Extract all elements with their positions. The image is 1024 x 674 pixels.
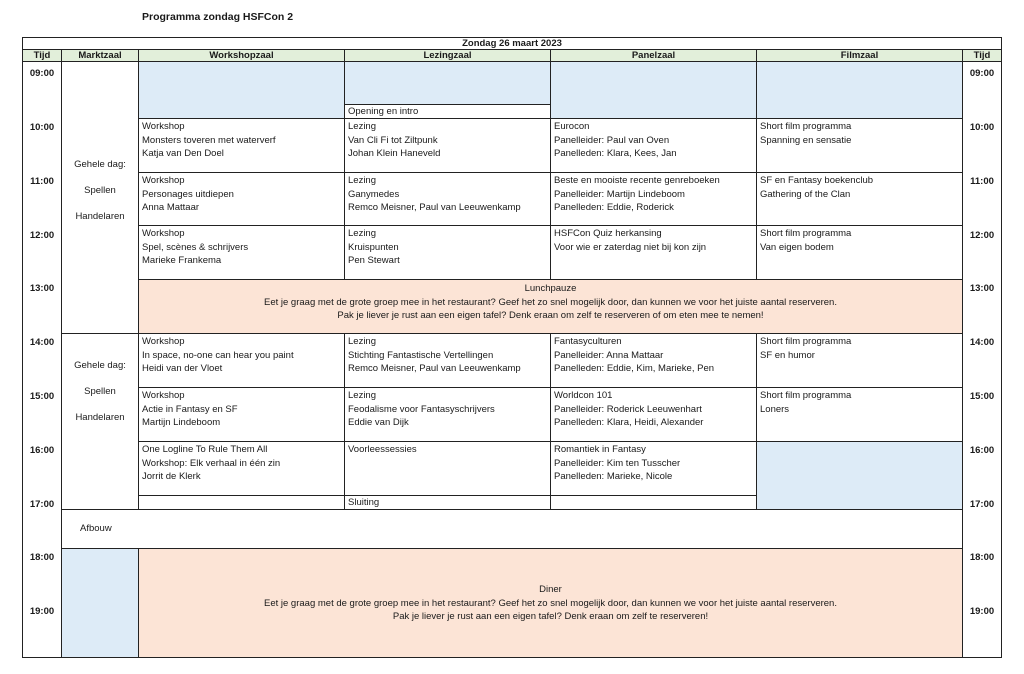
time-label: 13:00 [969,283,995,294]
session-workshop-1200 [138,225,345,280]
time-label: 19:00 [969,606,995,617]
session-film-1500 [756,387,963,442]
markt-text: Gehele dag: [74,159,126,170]
session-text: Short film programma [760,390,852,401]
time-label: 15:00 [29,391,55,402]
session-text: HSFCon Quiz herkansing [554,228,662,239]
session-text: Workshop: Elk verhaal in één zin [142,457,281,469]
time-label: 09:00 [29,68,55,79]
session-text: Lezing [348,336,376,347]
lezing-empty-0900 [344,61,551,105]
session-text: Feodalisme voor Fantasyschrijvers [348,403,495,415]
col-header-workshopzaal: Workshopzaal [138,49,345,62]
session-workshop-1000 [138,118,345,173]
session-text: Remco Meisner, Paul van Leeuwenkamp [348,363,521,374]
session-workshop-1600 [138,441,345,496]
session-text: Lezing [348,228,376,239]
time-label: 12:00 [29,230,55,241]
session-lezing-1100 [344,172,551,226]
time-label: 16:00 [969,445,995,456]
col-header-tijd: Tijd [22,49,62,62]
markt-text: Spellen [84,386,116,397]
time-label: 14:00 [969,337,995,348]
session-film-1000 [756,118,963,173]
session-text: SF en humor [760,349,815,361]
session-film-1400 [756,333,963,388]
session-panel-1000 [550,118,757,173]
session-text: Personages uitdiepen [142,188,234,200]
session-lezing-1200 [344,225,551,280]
panel-empty-1700 [550,495,757,510]
session-text: Panelleider: Kim ten Tusscher [554,457,681,469]
document-title: Programma zondag HSFCon 2 [142,11,294,23]
session-panel-1600 [550,441,757,496]
session-text: Voorleessessies [348,444,417,455]
session-text: Panelleden: Eddie, Roderick [554,202,674,213]
session-workshop-1400 [138,333,345,388]
film-empty-0900 [756,61,963,119]
time-label: 17:00 [969,499,995,510]
col-header-marktzaal: Marktzaal [61,49,139,62]
workshop-empty-0900 [138,61,345,119]
session-text: Martijn Lindeboom [142,417,221,428]
time-label: 19:00 [29,606,55,617]
time-label: 18:00 [969,552,995,563]
session-text: Actie in Fantasy en SF [142,403,238,415]
col-header-tijd-right: Tijd [962,49,1002,62]
session-lezing-1600 [344,441,551,496]
session-text: Eurocon [554,121,590,132]
dinner-break [138,548,963,658]
workshop-empty-1700 [138,495,345,510]
afbouw-row [61,509,963,549]
session-text: Johan Klein Haneveld [348,148,441,159]
session-text: Romantiek in Fantasy [554,444,646,455]
session-text: Lezing [348,390,376,401]
panel-empty-0900 [550,61,757,119]
session-film-1200 [756,225,963,280]
col-header-lezingzaal: Lezingzaal [344,49,551,62]
session-text: Workshop [142,390,185,401]
session-text: Pen Stewart [348,255,400,266]
session-text: Stichting Fantastische Vertellingen [348,349,494,361]
session-text: Workshop [142,336,185,347]
session-text: Kruispunten [348,241,399,253]
session-text: Van Cli Fi tot Ziltpunk [348,134,438,146]
session-text: Spel, scènes & schrijvers [142,241,249,253]
marktzaal-evening-slot [61,548,139,658]
lunch-text: Pak je liever je rust aan een eigen tafel? Denk eraan om zelf te reserveren of om eten mee te nemen! [337,310,764,321]
session-text: Eddie van Dijk [348,417,409,428]
session-text: Anna Mattaar [142,202,200,213]
session-text: Spanning en sensatie [760,134,852,146]
lunch-text: Eet je graag met de grote groep mee in het restaurant? Geef het zo snel mogelijk door, dan kunnen we voor het juiste aantal reserveren. [264,296,837,308]
session-text: Opening en intro [348,106,419,117]
session-text: Panelleider: Paul van Oven [554,134,670,146]
time-label: 11:00 [30,176,54,187]
time-label: 13:00 [29,283,55,294]
time-label: 15:00 [969,391,995,402]
session-text: Panelleider: Roderick Leeuwenhart [554,403,702,415]
time-label: 16:00 [29,445,55,456]
session-text: Loners [760,403,790,415]
time-label: 12:00 [969,230,995,241]
session-text: Jorrit de Klerk [142,471,201,482]
session-text: In space, no-one can hear you paint [142,349,294,361]
marktzaal-block-afternoon [61,333,139,510]
session-text: Panelleden: Klara, Kees, Jan [554,148,677,159]
session-text: Remco Meisner, Paul van Leeuwenkamp [348,202,521,213]
session-text: Short film programma [760,228,852,239]
marktzaal-block-morning [61,61,139,334]
dinner-text: Pak je liever je rust aan een eigen tafel? Denk eraan om zelf te reserveren! [392,611,709,622]
session-text: Monsters toveren met waterverf [142,134,276,146]
markt-text: Gehele dag: [74,360,126,371]
session-text: Van eigen bodem [760,241,834,253]
time-label: 17:00 [29,499,55,510]
session-text: Beste en mooiste recente genreboeken [554,175,720,186]
session-text: Lezing [348,121,376,132]
session-lezing-1000 [344,118,551,173]
session-text: Sluiting [348,497,380,508]
session-text: Short film programma [760,336,852,347]
session-text: SF en Fantasy boekenclub [760,175,874,186]
session-lezing-1500 [344,387,551,442]
film-empty-1600 [756,441,963,510]
session-text: Panelleden: Eddie, Kim, Marieke, Pen [554,363,715,374]
session-text: Workshop [142,175,185,186]
time-label: 11:00 [970,176,994,187]
session-text: Panelleider: Anna Mattaar [554,349,664,361]
lezing-sluiting [344,495,551,510]
time-label: 09:00 [969,68,995,79]
dinner-title: Diner [539,584,562,595]
time-label: 18:00 [29,552,55,563]
session-film-1100 [756,172,963,226]
lunch-title: Lunchpauze [524,283,577,294]
session-panel-1100 [550,172,757,226]
session-panel-1500 [550,387,757,442]
lunch-break [138,279,963,334]
col-header-panelzaal: Panelzaal [550,49,757,62]
session-text: Workshop [142,228,185,239]
session-text: Lezing [348,175,376,186]
time-column-left [22,61,62,658]
time-label: 14:00 [29,337,55,348]
lezing-opening [344,104,551,119]
session-text: Katja van Den Doel [142,148,224,159]
session-text: Ganymedes [348,188,400,200]
session-lezing-1400 [344,333,551,388]
session-text: Panelleden: Marieke, Nicole [554,471,673,482]
session-workshop-1500 [138,387,345,442]
session-text: Panelleider: Martijn Lindeboom [554,188,685,200]
time-column-right [962,61,1002,658]
session-panel-1200 [550,225,757,280]
session-text: Short film programma [760,121,852,132]
time-label: 10:00 [969,122,995,133]
session-text: Marieke Frankema [142,255,222,266]
session-text: Panelleden: Klara, Heidi, Alexander [554,417,704,428]
session-text: Gathering of the Clan [760,188,851,200]
dinner-text: Eet je graag met de grote groep mee in het restaurant? Geef het zo snel mogelijk door, dan kunnen we voor het juiste aantal reserveren. [264,597,837,609]
time-label: 10:00 [29,122,55,133]
session-text: Worldcon 101 [554,390,613,401]
markt-text: Spellen [84,185,116,196]
session-panel-1400 [550,333,757,388]
session-text: Workshop [142,121,185,132]
session-text: Heidi van der Vloet [142,363,223,374]
day-header: Zondag 26 maart 2023 [22,37,1002,50]
session-workshop-1100 [138,172,345,226]
session-text: One Logline To Rule Them All [142,444,268,455]
session-text: Fantasyculturen [554,336,622,347]
markt-text: Handelaren [75,412,125,423]
markt-text: Handelaren [75,211,125,222]
afbouw-text: Afbouw [80,523,112,534]
col-header-filmzaal: Filmzaal [756,49,963,62]
session-text: Voor wie er zaterdag niet bij kon zijn [554,241,707,253]
